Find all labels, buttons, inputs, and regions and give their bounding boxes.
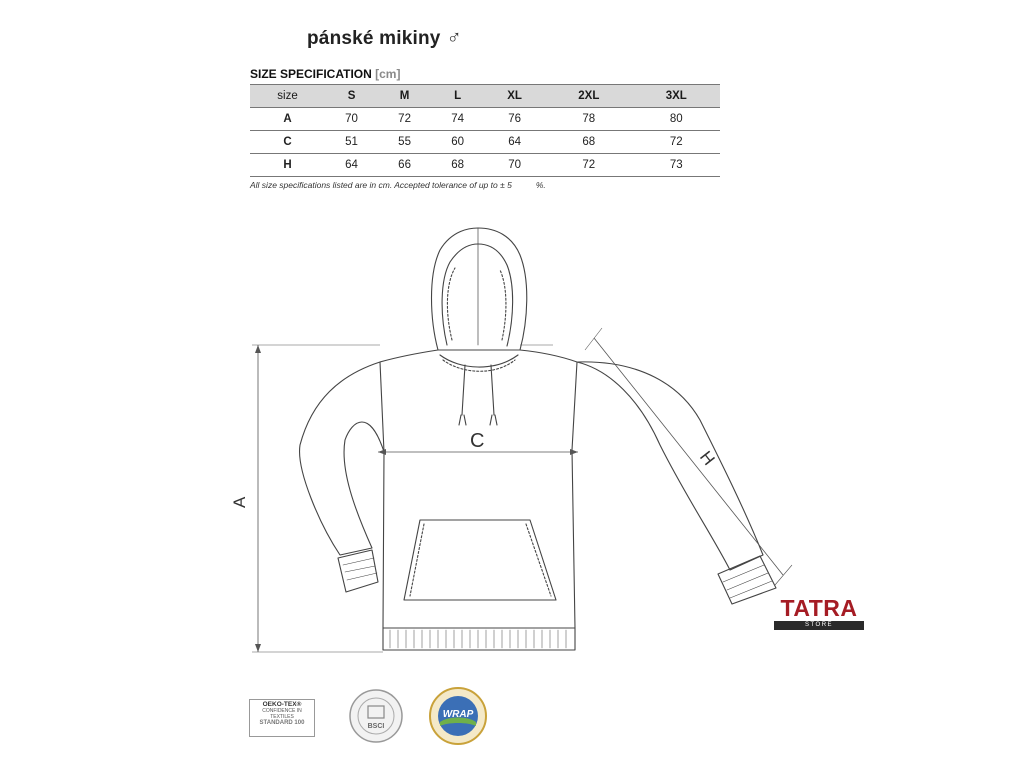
oeko-line3: STANDARD 100 bbox=[259, 720, 305, 726]
header-s: S bbox=[325, 85, 378, 108]
tatra-store-logo bbox=[774, 595, 864, 630]
brand-tag: STORE bbox=[774, 621, 864, 630]
wrap-badge bbox=[428, 686, 488, 746]
brand-name: TATRA bbox=[780, 595, 858, 621]
table-cell: 74 bbox=[431, 108, 484, 131]
waistband bbox=[383, 628, 575, 650]
kangaroo-pocket bbox=[404, 520, 556, 600]
title-text: pánské mikiny bbox=[307, 28, 441, 49]
drawstring-left bbox=[462, 365, 465, 415]
row-label: C bbox=[250, 131, 325, 154]
header-3xl: 3XL bbox=[633, 85, 720, 108]
wrap-text: WRAP bbox=[442, 709, 474, 720]
table-cell: 70 bbox=[484, 154, 545, 177]
header-2xl: 2XL bbox=[545, 85, 632, 108]
table-cell: 72 bbox=[378, 108, 431, 131]
size-spec-unit: [cm] bbox=[375, 67, 401, 81]
oeko-line2: CONFIDENCE IN TEXTILES bbox=[262, 708, 302, 720]
drawstring-right bbox=[491, 365, 494, 415]
tolerance-suffix: %. bbox=[535, 180, 546, 190]
table-cell: 78 bbox=[545, 108, 632, 131]
table-cell: 64 bbox=[484, 131, 545, 154]
header-m: M bbox=[378, 85, 431, 108]
bsci-text: BSCI bbox=[367, 723, 385, 730]
right-sleeve bbox=[577, 362, 763, 570]
row-label: H bbox=[250, 154, 325, 177]
label-a: A bbox=[230, 496, 249, 508]
table-cell: 70 bbox=[325, 108, 378, 131]
measure-h-line bbox=[594, 338, 783, 575]
table-cell: 72 bbox=[545, 154, 632, 177]
size-spec-title: SIZE SPECIFICATION bbox=[250, 67, 372, 81]
label-h: H bbox=[695, 447, 719, 469]
row-label: A bbox=[250, 108, 325, 131]
header-size: size bbox=[250, 85, 325, 108]
left-sleeve bbox=[300, 362, 384, 555]
header-l: L bbox=[431, 85, 484, 108]
table-cell: 73 bbox=[633, 154, 720, 177]
table-cell: 72 bbox=[633, 131, 720, 154]
table-cell: 76 bbox=[484, 108, 545, 131]
table-cell: 80 bbox=[633, 108, 720, 131]
table-cell: 68 bbox=[545, 131, 632, 154]
oeko-line1: OEKO-TEX® bbox=[262, 701, 302, 708]
table-cell: 64 bbox=[325, 154, 378, 177]
table-cell: 60 bbox=[431, 131, 484, 154]
table-cell: 68 bbox=[431, 154, 484, 177]
hood-inner bbox=[442, 244, 513, 346]
male-icon: ♂ bbox=[446, 27, 462, 49]
left-cuff bbox=[338, 550, 378, 592]
bsci-badge bbox=[348, 688, 404, 744]
table-cell: 66 bbox=[378, 154, 431, 177]
table-cell: 55 bbox=[378, 131, 431, 154]
oeko-tex-badge bbox=[249, 699, 315, 737]
label-c: C bbox=[470, 430, 485, 452]
tolerance-text: All size specifications listed are in cm. Accepted tolerance of up to ± 5 bbox=[250, 180, 512, 190]
header-xl: XL bbox=[484, 85, 545, 108]
table-cell: 51 bbox=[325, 131, 378, 154]
